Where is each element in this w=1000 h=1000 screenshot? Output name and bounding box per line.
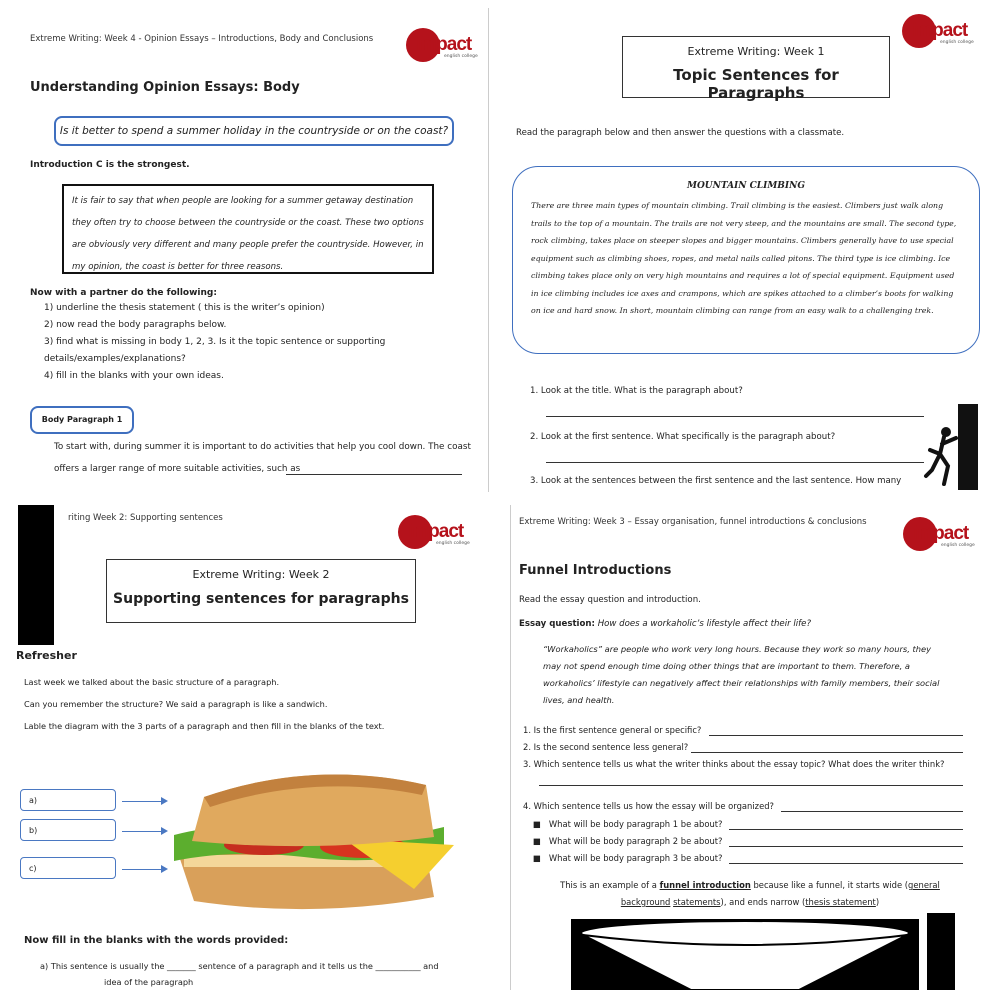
scan-edge <box>18 505 54 645</box>
essay-question: Essay question: How does a workaholic’s lifestyle affect their life? <box>519 619 812 629</box>
list-item: 3) find what is missing in body 1, 2, 3. Is it the topic sentence or supporting <box>44 337 386 348</box>
section-heading: Refresher <box>16 649 77 662</box>
instruction: Read the paragraph below and then answer the questions with a classmate. <box>516 128 845 138</box>
worksheet-supporting-sentences <box>10 505 488 990</box>
worksheet-funnel-introductions <box>510 505 991 990</box>
paragraph-box <box>512 166 980 354</box>
question-2: 2. Is the second sentence less general? <box>523 742 689 752</box>
answer-blank[interactable] <box>709 735 963 736</box>
diagram-label-a[interactable]: a) <box>20 789 116 811</box>
arrow-icon <box>122 801 166 802</box>
diagram-label-b[interactable]: b) <box>20 819 116 841</box>
question-3: 3. Look at the sentences between the first sentence and the last sentence. How many <box>530 476 902 486</box>
worksheet-opinion-essays <box>10 8 489 492</box>
diagram-label-c[interactable]: c) <box>20 857 116 879</box>
impact-logo: impact english college <box>394 513 474 553</box>
essay-question-box: Is it better to spend a summer holiday in the countryside or on the coast? <box>54 116 454 146</box>
task-heading: Now with a partner do the following: <box>30 288 217 298</box>
page-title: Supporting sentences for paragraphs <box>113 591 409 607</box>
page-title: Funnel Introductions <box>519 563 672 578</box>
question-4: 4. Which sentence tells us how the essay will be organized? <box>523 801 774 811</box>
week-label: Extreme Writing: Week 2 <box>192 568 330 581</box>
sandwich-icon <box>164 749 454 919</box>
answer-blank[interactable] <box>729 829 963 830</box>
week-label: Extreme Writing: Week 1 <box>687 45 825 58</box>
paragraph-title: MOUNTAIN CLIMBING <box>686 181 806 191</box>
title-box <box>622 36 890 102</box>
bullet-item: ■ What will be body paragraph 2 be about? <box>533 836 723 846</box>
page-title: Understanding Opinion Essays: Body <box>30 80 300 95</box>
paragraph-text: There are three main types of mountain climbing. Trail climbing is the easiest. Climbers just walk along trails to the top of a mountain. The trails are not very steep, and the mountains are small. The second type, rock climbing, takes place on steeper slopes and bigger mountains. Climbers generally have to use special equipment such as climbing shoes, ropes, and metal nails called pitons. The third type is ice climbing. Ice climbing takes place only on very high mountains and requires a lot of special equipment. Equipment used in ice climbing includes ice axes and crampons, which are spikes attached to a climber’s boots for walking on ice and hard snow. In short, mountain climbing can range from an easy walk to a challenging trek. <box>531 201 957 315</box>
text-line: Can you remember the structure? We said a paragraph is like a sandwich. <box>24 699 328 709</box>
text-line: idea of the paragraph <box>104 977 194 987</box>
list-item: details/examples/explanations? <box>44 354 186 365</box>
impact-logo: impact english college <box>898 12 978 52</box>
answer-blank[interactable] <box>546 416 924 417</box>
worksheet-header: Extreme Writing: Week 3 – Essay organisation, funnel introductions & conclusions <box>519 517 867 527</box>
text-line: Read the essay question and introduction. <box>519 595 701 605</box>
question-2: 2. Look at the first sentence. What specifically is the paragraph about? <box>530 432 836 442</box>
answer-blank[interactable] <box>691 752 963 753</box>
answer-blank[interactable] <box>546 462 924 463</box>
climber-icon <box>922 404 978 490</box>
impact-logo: impact english college <box>899 515 979 555</box>
worksheet-header: riting Week 2: Supporting sentences <box>68 513 223 523</box>
task-list <box>44 300 464 385</box>
introduction-quote: “Workaholics” are people who work very long hours. Because they work so many hours, they may not spend enough time doing other things that are important to them. Therefore, a workaholics’ lifestyle can negatively affect their relationships with family members, their social lives, and health. <box>543 644 940 705</box>
bullet-item: ■ What will be body paragraph 1 be about? <box>533 819 723 829</box>
answer-blank[interactable] <box>286 474 462 475</box>
answer-blank[interactable] <box>781 811 963 812</box>
arrow-icon <box>122 869 166 870</box>
impact-logo: impact english college <box>402 26 482 66</box>
answer-blank[interactable] <box>539 785 963 786</box>
arrow-icon <box>122 831 166 832</box>
list-item: 4) fill in the blanks with your own ideas. <box>44 371 224 382</box>
question-3: 3. Which sentence tells us what the writer thinks about the essay topic? What does the writer think? <box>523 759 945 769</box>
intro-label: Introduction C is the strongest. <box>30 160 190 170</box>
section-heading: Now fill in the blanks with the words provided: <box>24 935 289 946</box>
funnel-icon <box>571 913 991 990</box>
body-line: To start with, during summer it is important to do activities that help you cool down. The coast <box>54 442 471 452</box>
question-1: 1. Is the first sentence general or specific? <box>523 725 702 735</box>
bullet-item: ■ What will be body paragraph 3 be about? <box>533 853 723 863</box>
text-line: Last week we talked about the basic structure of a paragraph. <box>24 677 280 687</box>
list-item: 2) now read the body paragraphs below. <box>44 320 227 331</box>
title-box <box>106 559 416 623</box>
answer-blank[interactable] <box>729 846 963 847</box>
summary-text: This is an example of a funnel introduction because like a funnel, it starts wide (general background statements), and ends narrow (thesis statement) <box>560 880 940 907</box>
worksheet-header: Extreme Writing: Week 4 - Opinion Essays – Introductions, Body and Conclusions <box>30 34 374 44</box>
list-item: 1) underline the thesis statement ( this is the writer’s opinion) <box>44 303 325 313</box>
introduction-text-box: It is fair to say that when people are looking for a summer getaway destination they often try to choose between the countryside or the coast. These two options are obviously very different and many people prefer the countryside. However, in my opinion, the coast is better for three reasons. <box>62 184 434 274</box>
text-line: a) This sentence is usually the _______ sentence of a paragraph and it tells us the ___________ and <box>40 961 439 971</box>
text-line: Lable the diagram with the 3 parts of a paragraph and then fill in the blanks of the text. <box>24 721 385 731</box>
body-paragraph-label: Body Paragraph 1 <box>30 406 134 434</box>
answer-blank[interactable] <box>729 863 963 864</box>
worksheet-topic-sentences <box>510 8 990 492</box>
page-title: Topic Sentences for Paragraphs <box>673 66 839 102</box>
body-line: offers a larger range of more suitable activities, such as <box>54 464 301 474</box>
question-1: 1. Look at the title. What is the paragraph about? <box>530 386 743 396</box>
